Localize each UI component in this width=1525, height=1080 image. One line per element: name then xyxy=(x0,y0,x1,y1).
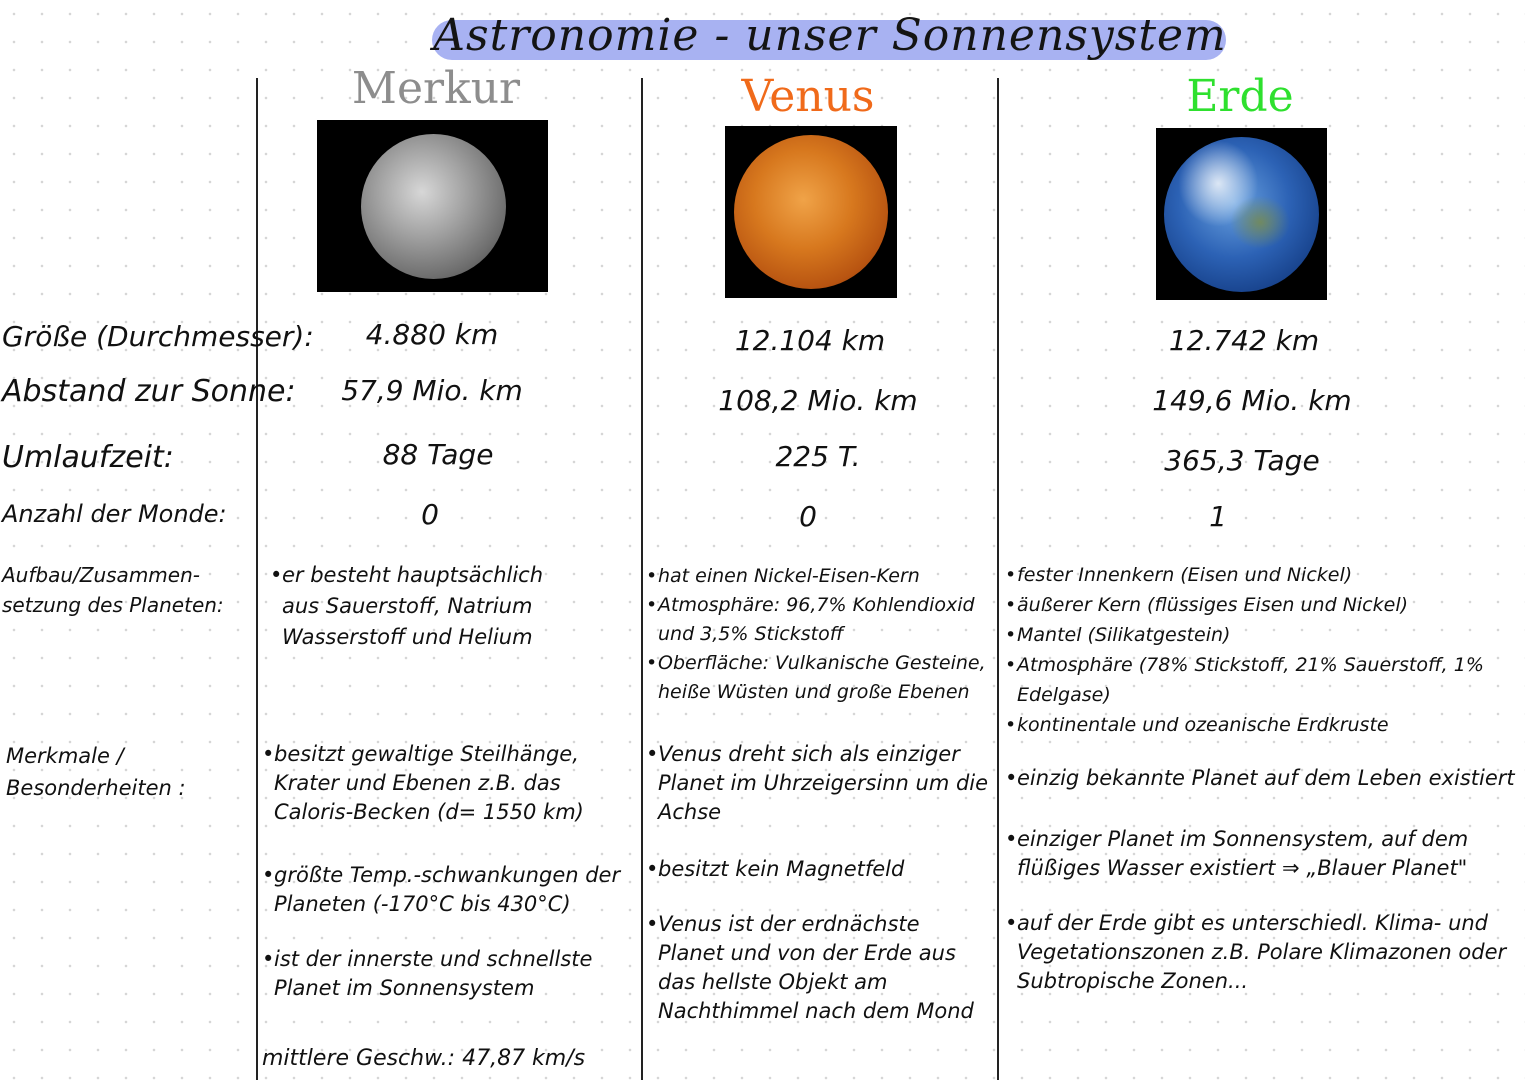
erde-features-list xyxy=(1005,764,1515,996)
merkur-size: 4.880 km xyxy=(365,318,499,351)
erde-size: 12.742 km xyxy=(1168,324,1320,357)
merkur-orbit: 88 Tage xyxy=(382,438,494,471)
venus-features-list xyxy=(646,740,992,1026)
column-divider-2 xyxy=(641,78,643,1080)
list-item: • ist der innerste und schnellste Planet im Sonnensystem xyxy=(262,945,634,1003)
column-divider-3 xyxy=(997,78,999,1080)
erde-composition-list xyxy=(1005,560,1515,740)
label-distance: Abstand zur Sonne: xyxy=(2,374,296,409)
list-item: • größte Temp.-schwankungen der Planeten (-170°C bis 430°C) xyxy=(262,861,634,919)
list-item: • besitzt gewaltige Steilhänge, Krater und Ebenen z.B. das Caloris-Becken (d= 1550 km) xyxy=(262,740,634,827)
planet-name-venus: Venus xyxy=(741,71,875,122)
list-item: • besitzt kein Magnetfeld xyxy=(646,855,992,884)
list-item: • einzig bekannte Planet auf dem Leben existiert xyxy=(1005,764,1515,793)
merkur-footnote: mittlere Geschw.: 47,87 km/s xyxy=(262,1046,586,1071)
column-divider-1 xyxy=(256,78,258,1080)
venus-distance: 108,2 Mio. km xyxy=(718,384,918,417)
venus-orbit: 225 T. xyxy=(775,440,861,473)
list-item: • Oberfläche: Vulkanische Gesteine, heiße Wüsten und große Ebenen xyxy=(646,649,991,707)
venus-composition-list xyxy=(646,562,991,707)
list-item: • auf der Erde gibt es unterschiedl. Klima- und Vegetationszonen z.B. Polare Klimazonen oder Subtropische Zonen... xyxy=(1005,909,1515,996)
merkur-image xyxy=(317,120,548,292)
list-item: • äußerer Kern (flüssiges Eisen und Nickel) xyxy=(1005,590,1515,620)
venus-moons: 0 xyxy=(799,500,817,533)
planet-name-merkur: Merkur xyxy=(351,63,521,114)
label-moons: Anzahl der Monde: xyxy=(2,500,227,528)
planet-name-erde: Erde xyxy=(1186,71,1294,122)
merkur-distance: 57,9 Mio. km xyxy=(341,374,523,407)
venus-size: 12.104 km xyxy=(734,324,886,357)
list-item: • Atmosphäre (78% Stickstoff, 21% Sauerstoff, 1% Edelgase) xyxy=(1005,650,1515,710)
merkur-composition-list xyxy=(270,560,570,653)
list-item: • fester Innenkern (Eisen und Nickel) xyxy=(1005,560,1515,590)
venus-image xyxy=(725,126,897,298)
erde-image xyxy=(1156,128,1327,300)
list-item: • einziger Planet im Sonnensystem, auf dem flüßiges Wasser existiert ⇒ „Blauer Planet" xyxy=(1005,825,1515,883)
label-features: Merkmale / Besonderheiten : xyxy=(6,744,186,800)
erde-distance: 149,6 Mio. km xyxy=(1152,384,1352,417)
merkur-features-list xyxy=(262,740,634,1003)
label-composition: Aufbau/Zusammen-setzung des Planeten: xyxy=(2,563,224,617)
list-item: • er besteht hauptsächlich aus Sauerstoff, Natrium Wasserstoff und Helium xyxy=(270,560,570,653)
list-item: • Atmosphäre: 96,7% Kohlendioxid und 3,5% Stickstoff xyxy=(646,591,991,649)
label-orbit: Umlaufzeit: xyxy=(2,440,174,475)
erde-moons: 1 xyxy=(1209,500,1227,533)
list-item: • Mantel (Silikatgestein) xyxy=(1005,620,1515,650)
page-title: Astronomie - unser Sonnensystem xyxy=(433,10,1227,61)
list-item: • hat einen Nickel-Eisen-Kern xyxy=(646,562,991,591)
erde-orbit: 365,3 Tage xyxy=(1164,444,1320,477)
list-item: • Venus dreht sich als einziger Planet im Uhrzeigersinn um die Achse xyxy=(646,740,992,827)
list-item: • Venus ist der erdnächste Planet und von der Erde aus das hellste Objekt am Nachthimmel nach dem Mond xyxy=(646,910,992,1026)
merkur-moons: 0 xyxy=(421,498,439,531)
list-item: • kontinentale und ozeanische Erdkruste xyxy=(1005,710,1515,740)
label-size: Größe (Durchmesser): xyxy=(2,320,314,353)
